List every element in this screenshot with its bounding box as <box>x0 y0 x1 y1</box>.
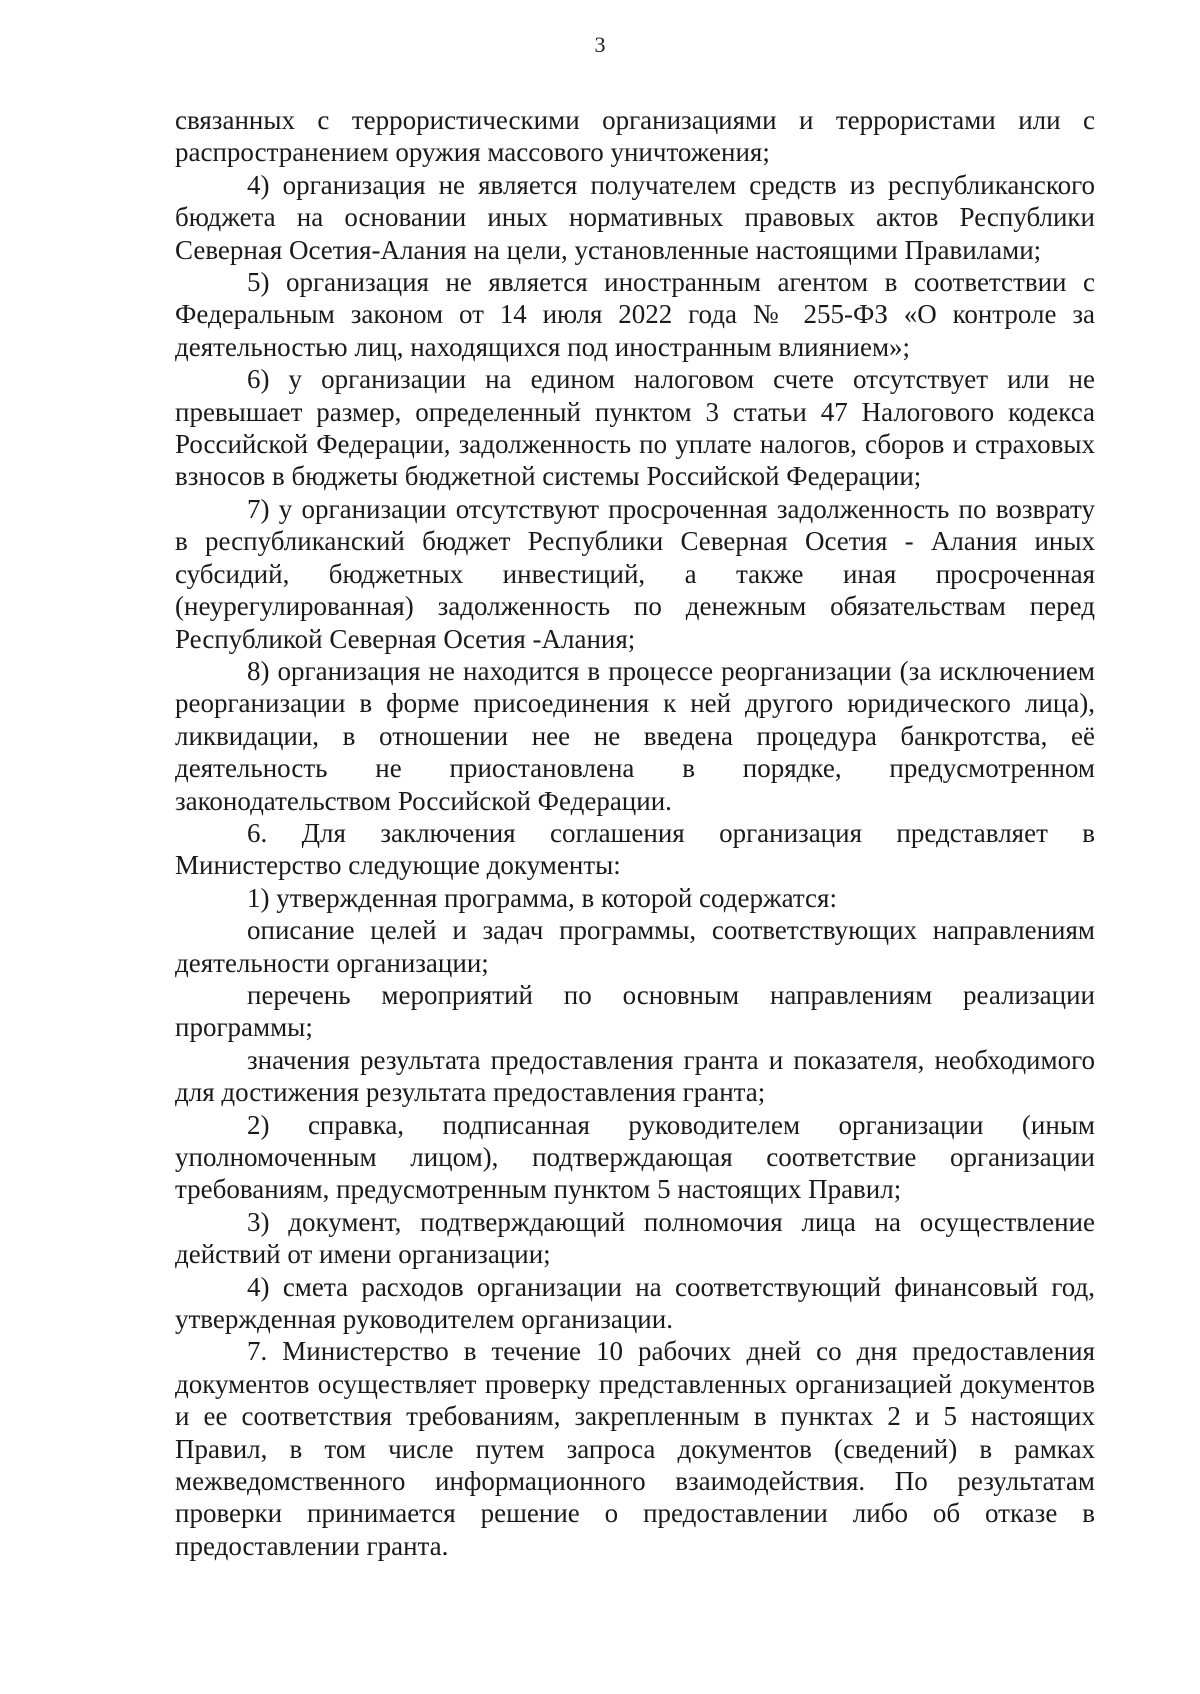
paragraph-item-6: 6) у организации на едином налоговом счете отсутствует или не превышает размер, определенный пунктом 3 статьи 47 Налогового кодекса Российской Федерации, задолженность по уплате налогов, сборов и страховых взносов в бюджеты бюджетной системы Российской Федерации; <box>175 364 1095 492</box>
paragraph-doc-1: 1) утвержденная программа, в которой содержатся: <box>247 882 837 913</box>
paragraph-item-8: 8) организация не находится в процессе реорганизации (за исключением реорганизации в форме присоединения к ней другого юридического лица), ликвидации, в отношении нее не введена процедура банкротства, её деятельность не приостановлена в порядке, предусмотренном законодательством Российской Федерации. <box>175 655 1095 816</box>
paragraph-doc-2: 2) справка, подписанная руководителем организации (иным уполномоченным лицом), подтверждающая соответствие организации требованиям, предусмотренным пунктом 5 настоящих Правил; <box>175 1109 1095 1205</box>
paragraph-item-4: 4) организация не является получателем средств из республиканского бюджета на основании иных нормативных правовых актов Республики Северная Осетия-Алания на цели, установленные настоящими Правилами; <box>175 169 1095 265</box>
paragraph-doc-1-results: значения результата предоставления гранта и показателя, необходимого для достижения результата предоставления гранта; <box>175 1044 1095 1108</box>
paragraph-doc-1-events: перечень мероприятий по основным направлениям реализации программы; <box>175 979 1095 1043</box>
paragraph-section-7: 7. Министерство в течение 10 рабочих дней со дня предоставления документов осуществляет проверку представленных организацией документов и ее соответствия требованиям, закрепленным в пунктах 2 и 5 настоящих Правил, в том числе путем запроса документов (сведений) в рамках межведомственного информационного взаимодействия. По результатам проверки принимается решение о предоставлении либо об отказе в предоставлении гранта. <box>175 1336 1095 1561</box>
paragraph-doc-4: 4) смета расходов организации на соответствующий финансовый год, утвержденная руководителем организации. <box>175 1271 1095 1335</box>
paragraph-item-5: 5) организация не является иностранным агентом в соответствии с Федеральным законом от 14 июля 2022 года № 255-ФЗ «О контроле за деятельностью лиц, находящихся под иностранным влиянием»; <box>175 267 1095 362</box>
paragraph-item-7: 7) у организации отсутствуют просроченная задолженность по возврату в республиканский бюджет Республики Северная Осетия - Алания иных субсидий, бюджетных инвестиций, а также иная просроченная (неурегулированная) задолженность по денежным обязательствам перед Республикой Северная Осетия -Алания; <box>175 493 1095 654</box>
paragraph-continuation: связанных с террористическими организациями и террористами или с распространением оружия массового уничтожения; <box>175 105 1095 168</box>
page-number: 3 <box>594 32 606 57</box>
paragraph-doc-1-goals: описание целей и задач программы, соответствующих направлениям деятельности организации; <box>175 915 1095 978</box>
document-body <box>175 104 1095 1562</box>
paragraph-doc-3: 3) документ, подтверждающий полномочия лица на осуществление действий от имени организации; <box>175 1206 1095 1270</box>
paragraph-section-6: 6. Для заключения соглашения организация представляет в Министерство следующие документы: <box>175 817 1095 881</box>
